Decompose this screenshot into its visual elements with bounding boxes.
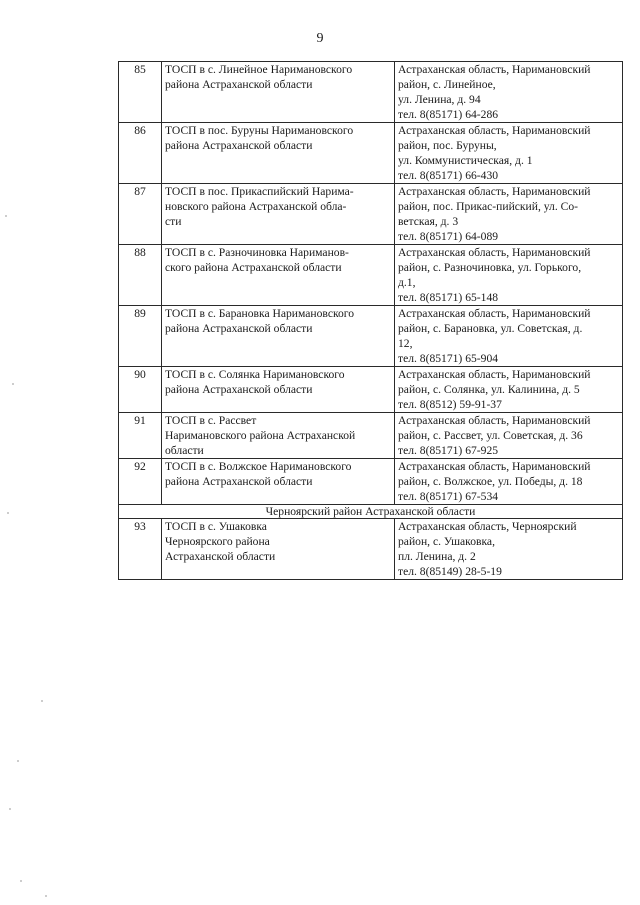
scan-speck xyxy=(45,895,47,897)
branch-address-line: Астраханская область, Наримановский xyxy=(398,124,591,137)
table-row xyxy=(119,519,623,580)
branch-name-cell xyxy=(162,367,395,413)
table-row xyxy=(119,306,623,367)
scan-speck xyxy=(9,808,11,810)
branch-name-line: новского района Астраханской обла- xyxy=(165,200,347,213)
branch-name-line: Черноярского района xyxy=(165,535,270,548)
branch-address-line: тел. 8(85149) 28-5-19 xyxy=(398,565,502,578)
branch-name-line: Наримановского района Астраханской xyxy=(165,429,356,442)
row-number: 91 xyxy=(119,413,162,459)
branch-name-cell xyxy=(162,123,395,184)
branch-name-line: ТОСП в с. Рассвет xyxy=(165,414,257,427)
branch-address-line: ул. Коммунистическая, д. 1 xyxy=(398,154,533,167)
branch-address-line: тел. 8(85171) 64-286 xyxy=(398,108,499,121)
branch-address-cell xyxy=(395,306,623,367)
table-row xyxy=(119,123,623,184)
branch-name-line: района Астраханской области xyxy=(165,475,313,488)
branch-address-line: район, пос. Прикас-пийский, ул. Со- xyxy=(398,200,579,213)
branch-address-line: тел. 8(85171) 67-925 xyxy=(398,444,499,457)
branch-name-cell xyxy=(162,245,395,306)
row-number: 87 xyxy=(119,184,162,245)
row-number: 88 xyxy=(119,245,162,306)
branch-address-line: Астраханская область, Наримановский xyxy=(398,414,591,427)
branch-address-line: район, с. Солянка, ул. Калинина, д. 5 xyxy=(398,383,580,396)
row-number: 93 xyxy=(119,519,162,580)
branch-name-line: ТОСП в пос. Прикаспийский Нарима- xyxy=(165,185,354,198)
branch-name-cell xyxy=(162,519,395,580)
branch-address-line: район, с. Рассвет, ул. Советская, д. 36 xyxy=(398,429,583,442)
branch-address-line: тел. 8(85171) 64-089 xyxy=(398,230,499,243)
section-title: Черноярский район Астраханской области xyxy=(119,505,623,519)
table-row xyxy=(119,184,623,245)
branch-address-cell xyxy=(395,413,623,459)
branch-address-cell xyxy=(395,519,623,580)
branch-address-line: тел. 8(8512) 59-91-37 xyxy=(398,398,502,411)
branch-name-cell xyxy=(162,306,395,367)
branch-address-line: ветская, д. 3 xyxy=(398,215,459,228)
branch-address-line: тел. 8(85171) 65-148 xyxy=(398,291,499,304)
branch-name-line: Астраханской области xyxy=(165,550,276,563)
section-header-row xyxy=(119,505,623,519)
branch-address-line: район, пос. Буруны, xyxy=(398,139,497,152)
branch-name-line: ТОСП в с. Волжское Наримановского xyxy=(165,460,352,473)
branch-address-line: район, с. Волжское, ул. Победы, д. 18 xyxy=(398,475,583,488)
branch-address-line: район, с. Линейное, xyxy=(398,78,496,91)
branch-address-line: пл. Ленина, д. 2 xyxy=(398,550,476,563)
scan-speck xyxy=(17,760,19,762)
branch-name-line: района Астраханской области xyxy=(165,139,313,152)
branch-name-line: района Астраханской области xyxy=(165,322,313,335)
branch-address-cell xyxy=(395,62,623,123)
branch-address-cell xyxy=(395,459,623,505)
table-row xyxy=(119,367,623,413)
branch-address-line: Астраханская область, Наримановский xyxy=(398,246,591,259)
branch-name-line: ского района Астраханской области xyxy=(165,261,342,274)
branch-address-line: Астраханская область, Наримановский xyxy=(398,185,591,198)
branch-name-line: сти xyxy=(165,215,182,228)
branch-name-cell xyxy=(162,459,395,505)
branch-address-cell xyxy=(395,245,623,306)
branch-name-line: района Астраханской области xyxy=(165,383,313,396)
branch-address-line: Астраханская область, Наримановский xyxy=(398,63,591,76)
branches-table-body xyxy=(119,62,623,580)
branch-name-cell xyxy=(162,62,395,123)
row-number: 85 xyxy=(119,62,162,123)
branch-name-line: ТОСП в пос. Буруны Наримановского xyxy=(165,124,354,137)
branch-address-line: Астраханская область, Наримановский xyxy=(398,368,591,381)
branch-name-line: ТОСП в с. Разночиновка Нариманов- xyxy=(165,246,349,259)
branch-name-cell xyxy=(162,184,395,245)
branch-address-cell xyxy=(395,123,623,184)
branch-address-line: Астраханская область, Наримановский xyxy=(398,460,591,473)
branch-address-line: район, с. Разночиновка, ул. Горького, xyxy=(398,261,582,274)
scan-speck xyxy=(20,880,22,882)
row-number: 92 xyxy=(119,459,162,505)
branch-address-line: район, с. Ушаковка, xyxy=(398,535,495,548)
scan-speck xyxy=(12,383,14,385)
page-number: 9 xyxy=(316,31,324,46)
branch-address-line: тел. 8(85171) 67-534 xyxy=(398,490,499,503)
branch-address-line: ул. Ленина, д. 94 xyxy=(398,93,481,106)
branch-address-line: район, с. Барановка, ул. Советская, д. xyxy=(398,322,583,335)
branch-address-cell xyxy=(395,367,623,413)
branch-name-line: ТОСП в с. Солянка Наримановского xyxy=(165,368,345,381)
table-row xyxy=(119,413,623,459)
row-number: 89 xyxy=(119,306,162,367)
branch-name-cell xyxy=(162,413,395,459)
scan-speck xyxy=(41,700,43,702)
branch-name-line: ТОСП в с. Ушаковка xyxy=(165,520,267,533)
branch-name-line: области xyxy=(165,444,204,457)
branch-name-line: района Астраханской области xyxy=(165,78,313,91)
table-row xyxy=(119,245,623,306)
branch-name-line: ТОСП в с. Барановка Наримановского xyxy=(165,307,355,320)
branch-address-line: тел. 8(85171) 65-904 xyxy=(398,352,499,365)
branch-address-cell xyxy=(395,184,623,245)
branch-address-line: Астраханская область, Черноярский xyxy=(398,520,577,533)
branch-address-line: д.1, xyxy=(398,276,416,289)
branch-name-line: ТОСП в с. Линейное Наримановского xyxy=(165,63,353,76)
row-number: 86 xyxy=(119,123,162,184)
scan-speck xyxy=(7,512,9,514)
branches-table xyxy=(118,61,623,580)
branch-address-line: тел. 8(85171) 66-430 xyxy=(398,169,499,182)
table-row xyxy=(119,62,623,123)
scan-speck xyxy=(5,215,7,217)
table-row xyxy=(119,459,623,505)
row-number: 90 xyxy=(119,367,162,413)
branch-address-line: 12, xyxy=(398,337,413,350)
branch-address-line: Астраханская область, Наримановский xyxy=(398,307,591,320)
